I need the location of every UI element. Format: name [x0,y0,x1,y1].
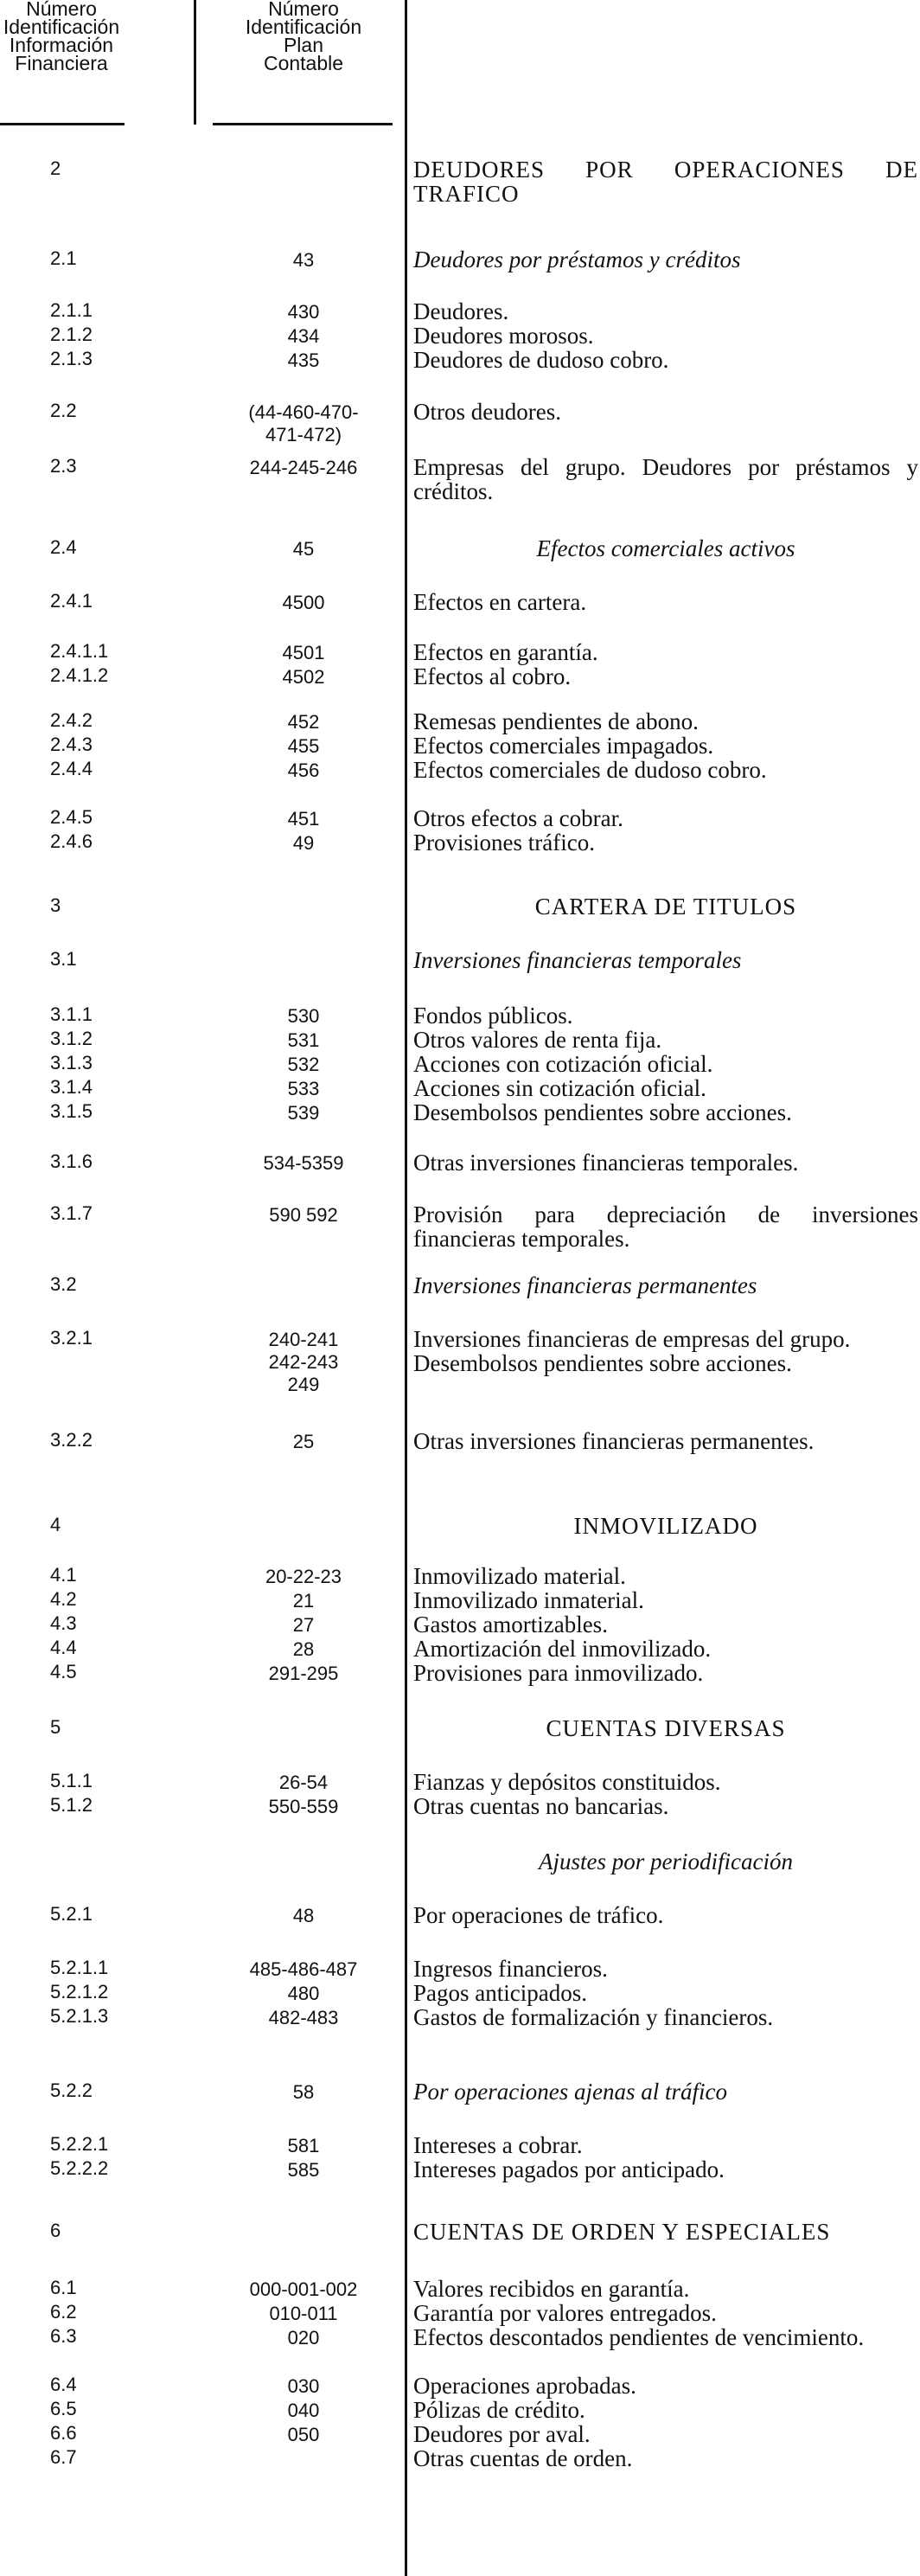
plan-code: 451 [287,808,320,830]
plan-code: 435 [287,349,320,371]
account-description: Efectos al cobro. [413,663,572,689]
account-description: Ingresos financieros. [413,1956,608,1982]
plan-code: 45 [292,538,315,560]
header-col2-line: Contable [263,52,344,74]
plan-code: 532 [287,1054,320,1075]
plan-code: 534-5359 [263,1152,344,1174]
account-description: Pólizas de crédito. [413,2397,585,2423]
plan-code: 452 [287,711,320,733]
account-number: 5.2.1 [50,1903,93,1925]
plan-code: 240-241 242-243 249 [268,1329,339,1395]
account-description: Amortización del inmovilizado. [413,1636,712,1662]
header-col1-line: Número [26,0,97,20]
account-number: 3.1 [50,948,77,970]
account-number: 3.1.4 [50,1076,93,1098]
plan-code: 49 [292,832,315,854]
header-col2-line: Número [268,0,339,20]
plan-code: 485-486-487 [249,1958,358,1980]
account-description: Efectos comerciales activos [536,535,795,561]
account-number: 3.2.1 [50,1327,93,1349]
account-description: Provisiones para inmovilizado. [413,1660,704,1686]
plan-code: 434 [287,325,320,347]
header-col1-line: Información [9,34,114,56]
plan-code: 20-22-23 [265,1566,342,1587]
account-number: 4.5 [50,1661,77,1682]
account-number: 5.2.2.1 [50,2133,109,2155]
plan-code: 4501 [282,642,325,663]
account-description: Fianzas y depósitos constituidos. [413,1769,721,1795]
plan-code: 482-483 [268,2007,339,2028]
plan-code: 26-54 [278,1772,329,1793]
account-description: Gastos amortizables. [413,1612,608,1637]
account-number: 2.1 [50,247,77,269]
account-number: 4.3 [50,1612,77,1634]
account-description: Deudores de dudoso cobro. [413,347,669,373]
account-number: 5.2.2 [50,2079,93,2101]
account-description: Inversiones financieras de empresas del grupo. Desembolsos pendientes sobre acciones. [413,1326,851,1376]
account-number: 4.4 [50,1637,77,1658]
account-number: 2.4.6 [50,830,93,852]
account-description: Por operaciones de tráfico. [413,1902,664,1928]
account-description: CUENTAS DE ORDEN Y ESPECIALES [413,2219,831,2245]
plan-code: 480 [287,1983,320,2004]
account-number: 5.2.1.3 [50,2005,109,2027]
plan-code: 25 [292,1431,315,1452]
header-col2-line: Plan [283,34,324,56]
account-description: Deudores por préstamos y créditos [413,247,741,272]
plan-code: 4500 [282,592,325,613]
account-number: 5.2.2.2 [50,2157,109,2179]
account-number: 6.4 [50,2374,77,2395]
account-number: 2.4.1.2 [50,664,109,686]
account-description: Inmovilizado inmaterial. [413,1587,644,1613]
account-number: 3.1.1 [50,1003,93,1025]
account-description: Remesas pendientes de abono. [413,708,699,734]
account-description: Acciones con cotización oficial. [413,1051,713,1077]
plan-code: 020 [287,2327,320,2349]
account-description: Otras inversiones financieras permanentes. [413,1428,815,1454]
account-description: Operaciones aprobadas. [413,2373,636,2399]
account-description: Ajustes por periodificación [539,1849,793,1874]
account-description: Otros efectos a cobrar. [413,805,623,831]
account-description: DEUDORES POR OPERACIONES DE TRAFICO [413,157,918,207]
account-number: 2.3 [50,455,77,477]
account-description: Empresas del grupo. Deudores por préstamos y créditos. [413,454,918,504]
plan-code: 48 [292,1905,315,1926]
plan-code: 530 [287,1005,320,1027]
account-description: Efectos en cartera. [413,589,587,615]
plan-code: 050 [287,2424,320,2445]
plan-code: 010-011 [269,2303,338,2324]
account-description: Fondos públicos. [413,1003,573,1028]
plan-code: 550-559 [268,1796,339,1817]
account-description: Gastos de formalización y financieros. [413,2004,774,2030]
account-number: 4.1 [50,1564,77,1586]
account-number: 5.2.1.2 [50,1981,109,2002]
account-description: Deudores morosos. [413,323,594,349]
account-number: 5.1.2 [50,1794,93,1816]
plan-code: (44-460-470- 471-472) [248,401,359,445]
account-description: Intereses pagados por anticipado. [413,2156,725,2182]
account-number: 2.4 [50,536,77,558]
account-description: Acciones sin cotización oficial. [413,1075,706,1101]
account-number: 2.4.4 [50,758,93,779]
account-number: 2.2 [50,400,77,421]
account-description: Otras cuentas de orden. [413,2445,633,2471]
account-number: 3.2.2 [50,1429,93,1451]
header-col1-line: Financiera [15,52,108,74]
header-col1-line: Identificación [3,16,120,38]
plan-code: 21 [292,1590,315,1612]
account-number: 2.4.3 [50,734,93,755]
account-description: Inmovilizado material. [413,1563,626,1589]
account-description: Deudores por aval. [413,2421,591,2447]
account-description: Garantía por valores entregados. [413,2300,717,2326]
account-number: 2.4.1.1 [50,640,109,662]
plan-code: 590 592 [269,1204,338,1226]
account-description: Otros deudores. [413,399,561,425]
plan-code: 4502 [282,666,325,688]
account-description: INMOVILIZADO [573,1513,758,1539]
account-number: 5.2.1.1 [50,1957,109,1978]
account-number: 3.2 [50,1273,77,1295]
plan-code: 533 [287,1078,320,1099]
account-description: Otras cuentas no bancarias. [413,1793,669,1819]
account-number: 2.1.1 [50,299,93,321]
account-description: Desembolsos pendientes sobre acciones. [413,1099,792,1125]
account-number: 3.1.6 [50,1150,93,1172]
plan-code: 291-295 [268,1663,339,1684]
account-number: 3.1.3 [50,1052,93,1073]
account-number: 6.2 [50,2301,77,2323]
account-number: 4 [50,1514,61,1535]
plan-code: 58 [292,2081,315,2103]
account-description: Efectos descontados pendientes de vencimiento. [413,2324,865,2350]
plan-code: 43 [292,249,315,271]
account-number: 2.1.2 [50,324,93,345]
plan-code: 28 [292,1638,315,1660]
plan-code: 455 [287,735,320,757]
header-col2-line: Identificación [245,16,362,38]
account-number: 3 [50,894,61,916]
plan-code: 539 [287,1102,320,1124]
account-number: 2.4.1 [50,590,93,612]
account-description: Intereses a cobrar. [413,2132,583,2158]
plan-code: 430 [287,301,320,323]
plan-code: 244-245-246 [249,457,358,478]
account-description: CUENTAS DIVERSAS [546,1715,786,1741]
account-description: Valores recibidos en garantía. [413,2276,690,2302]
account-number: 6 [50,2220,61,2241]
plan-code: 456 [287,759,320,781]
account-description: Deudores. [413,298,509,324]
account-description: CARTERA DE TITULOS [534,894,797,920]
account-description: Por operaciones ajenas al tráfico [413,2079,727,2105]
account-number: 6.6 [50,2422,77,2444]
account-description: Pagos anticipados. [413,1980,587,2006]
account-description: Inversiones financieras permanentes [413,1272,757,1298]
plan-code: 581 [287,2135,320,2156]
account-number: 6.1 [50,2277,77,2298]
account-description: Provisiones tráfico. [413,830,595,855]
account-number: 6.5 [50,2398,77,2419]
account-description: Efectos comerciales de dudoso cobro. [413,757,767,783]
account-number: 3.1.2 [50,1028,93,1049]
account-description: Provisión para depreciación de inversiones financieras temporales. [413,1201,918,1252]
account-number: 2 [50,157,61,179]
account-number: 4.2 [50,1588,77,1610]
account-number: 6.7 [50,2446,77,2468]
plan-code: 030 [287,2375,320,2397]
account-description: Inversiones financieras temporales [413,947,742,973]
plan-code: 585 [287,2159,320,2181]
plan-code: 27 [292,1614,315,1636]
account-number: 3.1.5 [50,1100,93,1122]
account-number: 5 [50,1716,61,1738]
account-number: 5.1.1 [50,1770,93,1791]
account-description: Otros valores de renta fija. [413,1027,662,1053]
account-description: Efectos comerciales impagados. [413,733,714,759]
account-number: 3.1.7 [50,1202,93,1224]
account-number: 2.4.2 [50,709,93,731]
account-number: 2.4.5 [50,806,93,828]
plan-code: 531 [287,1029,320,1051]
plan-code: 000-001-002 [249,2278,358,2300]
account-number: 6.3 [50,2325,77,2347]
account-number: 2.1.3 [50,348,93,369]
account-description: Otras inversiones financieras temporales. [413,1150,799,1176]
plan-code: 040 [287,2400,320,2421]
account-description: Efectos en garantía. [413,639,598,665]
